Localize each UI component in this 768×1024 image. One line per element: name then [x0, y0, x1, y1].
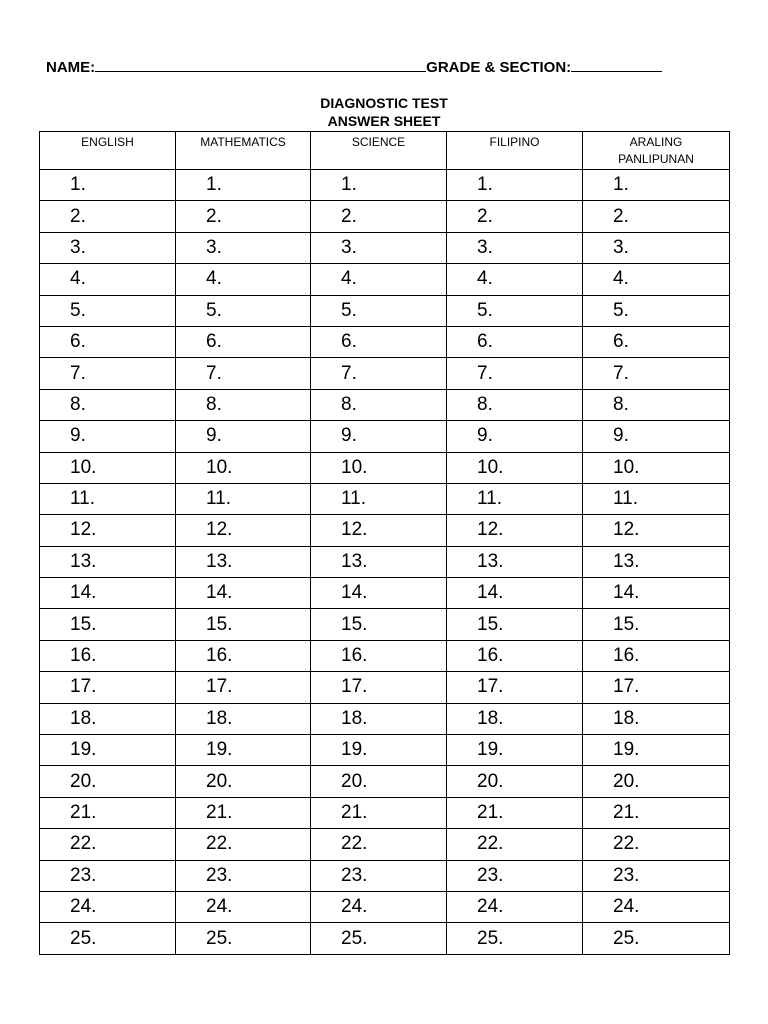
answer-cell-science[interactable]: 18. — [311, 703, 447, 734]
table-row — [40, 923, 730, 954]
answer-cell-english[interactable]: 16. — [40, 640, 176, 671]
answer-cell-english[interactable]: 12. — [40, 515, 176, 546]
answer-cell-science[interactable]: 6. — [311, 326, 447, 357]
table-row — [40, 232, 730, 263]
answer-cell-araling-panlipunan[interactable]: 19. — [583, 735, 730, 766]
answer-cell-araling-panlipunan[interactable]: 18. — [583, 703, 730, 734]
grade-section-field[interactable] — [571, 57, 662, 72]
answer-cell-english[interactable]: 17. — [40, 672, 176, 703]
table-row — [40, 358, 730, 389]
answer-cell-english[interactable]: 13. — [40, 546, 176, 577]
answer-cell-filipino[interactable]: 24. — [447, 891, 583, 922]
answer-cell-science[interactable]: 7. — [311, 358, 447, 389]
answer-cell-science[interactable]: 1. — [311, 170, 447, 201]
column-header-filipino: FILIPINO — [447, 132, 583, 170]
answer-cell-science[interactable]: 24. — [311, 891, 447, 922]
table-row — [40, 609, 730, 640]
answer-cell-mathematics[interactable]: 14. — [176, 578, 311, 609]
answer-cell-science[interactable]: 13. — [311, 546, 447, 577]
answer-cell-mathematics[interactable]: 12. — [176, 515, 311, 546]
answer-cell-araling-panlipunan[interactable]: 17. — [583, 672, 730, 703]
answer-cell-english[interactable]: 22. — [40, 829, 176, 860]
header-row — [40, 132, 730, 170]
answer-cell-science[interactable]: 14. — [311, 578, 447, 609]
answer-cell-araling-panlipunan[interactable]: 6. — [583, 326, 730, 357]
answer-cell-araling-panlipunan[interactable]: 16. — [583, 640, 730, 671]
answer-cell-mathematics[interactable]: 4. — [176, 264, 311, 295]
table-row — [40, 546, 730, 577]
answer-cell-science[interactable]: 3. — [311, 232, 447, 263]
table-row — [40, 201, 730, 232]
answer-cell-araling-panlipunan[interactable]: 10. — [583, 452, 730, 483]
answer-cell-mathematics[interactable]: 16. — [176, 640, 311, 671]
answer-cell-filipino[interactable]: 12. — [447, 515, 583, 546]
answer-table — [39, 131, 730, 955]
answer-cell-araling-panlipunan[interactable]: 9. — [583, 421, 730, 452]
answer-cell-english[interactable]: 19. — [40, 735, 176, 766]
answer-cell-araling-panlipunan[interactable]: 13. — [583, 546, 730, 577]
answer-cell-filipino[interactable]: 25. — [447, 923, 583, 954]
answer-cell-science[interactable]: 22. — [311, 829, 447, 860]
answer-cell-english[interactable]: 2. — [40, 201, 176, 232]
table-row — [40, 735, 730, 766]
answer-cell-english[interactable]: 20. — [40, 766, 176, 797]
table-row — [40, 703, 730, 734]
answer-cell-science[interactable]: 2. — [311, 201, 447, 232]
answer-cell-filipino[interactable]: 22. — [447, 829, 583, 860]
student-info-line — [46, 57, 726, 78]
name-label: NAME: — [46, 59, 96, 76]
answer-cell-filipino[interactable]: 2. — [447, 201, 583, 232]
table-row — [40, 483, 730, 514]
table-row — [40, 640, 730, 671]
answer-cell-filipino[interactable]: 23. — [447, 860, 583, 891]
table-row — [40, 578, 730, 609]
column-header-science: SCIENCE — [311, 132, 447, 170]
column-header-araling-panlipunan: ARALING PANLIPUNAN — [583, 132, 730, 170]
answer-cell-araling-panlipunan[interactable]: 23. — [583, 860, 730, 891]
answer-cell-filipino[interactable]: 4. — [447, 264, 583, 295]
answer-cell-english[interactable]: 25. — [40, 923, 176, 954]
answer-cell-english[interactable]: 14. — [40, 578, 176, 609]
answer-cell-mathematics[interactable]: 6. — [176, 326, 311, 357]
answer-cell-mathematics[interactable]: 20. — [176, 766, 311, 797]
answer-cell-filipino[interactable]: 18. — [447, 703, 583, 734]
answer-cell-science[interactable]: 16. — [311, 640, 447, 671]
answer-cell-filipino[interactable]: 13. — [447, 546, 583, 577]
answer-cell-english[interactable]: 9. — [40, 421, 176, 452]
answer-cell-science[interactable]: 21. — [311, 797, 447, 828]
answer-cell-mathematics[interactable]: 22. — [176, 829, 311, 860]
answer-cell-english[interactable]: 5. — [40, 295, 176, 326]
answer-cell-filipino[interactable]: 20. — [447, 766, 583, 797]
answer-cell-mathematics[interactable]: 17. — [176, 672, 311, 703]
answer-cell-filipino[interactable]: 14. — [447, 578, 583, 609]
answer-cell-mathematics[interactable]: 21. — [176, 797, 311, 828]
table-row — [40, 170, 730, 201]
table-row — [40, 421, 730, 452]
answer-cell-araling-panlipunan[interactable]: 1. — [583, 170, 730, 201]
table-row — [40, 264, 730, 295]
answer-cell-science[interactable]: 11. — [311, 483, 447, 514]
answer-cell-mathematics[interactable]: 13. — [176, 546, 311, 577]
answer-cell-science[interactable]: 19. — [311, 735, 447, 766]
answer-cell-araling-panlipunan[interactable]: 12. — [583, 515, 730, 546]
table-row — [40, 891, 730, 922]
column-header-mathematics: MATHEMATICS — [176, 132, 311, 170]
answer-cell-filipino[interactable]: 11. — [447, 483, 583, 514]
answer-cell-mathematics[interactable]: 1. — [176, 170, 311, 201]
answer-cell-araling-panlipunan[interactable]: 8. — [583, 389, 730, 420]
answer-cell-filipino[interactable]: 9. — [447, 421, 583, 452]
answer-cell-science[interactable]: 4. — [311, 264, 447, 295]
column-header-english: ENGLISH — [40, 132, 176, 170]
answer-cell-mathematics[interactable]: 10. — [176, 452, 311, 483]
answer-cell-english[interactable]: 18. — [40, 703, 176, 734]
answer-cell-filipino[interactable]: 17. — [447, 672, 583, 703]
answer-cell-araling-panlipunan[interactable]: 15. — [583, 609, 730, 640]
answer-cell-mathematics[interactable]: 7. — [176, 358, 311, 389]
answer-cell-mathematics[interactable]: 23. — [176, 860, 311, 891]
answer-cell-filipino[interactable]: 7. — [447, 358, 583, 389]
answer-cell-science[interactable]: 12. — [311, 515, 447, 546]
answer-cell-mathematics[interactable]: 8. — [176, 389, 311, 420]
answer-cell-araling-panlipunan[interactable]: 4. — [583, 264, 730, 295]
answer-cell-english[interactable]: 4. — [40, 264, 176, 295]
answer-cell-english[interactable]: 7. — [40, 358, 176, 389]
answer-cell-filipino[interactable]: 19. — [447, 735, 583, 766]
answer-cell-araling-panlipunan[interactable]: 21. — [583, 797, 730, 828]
answer-cell-araling-panlipunan[interactable]: 2. — [583, 201, 730, 232]
answer-cell-english[interactable]: 15. — [40, 609, 176, 640]
answer-cell-english[interactable]: 24. — [40, 891, 176, 922]
table-row — [40, 766, 730, 797]
answer-cell-araling-panlipunan[interactable]: 14. — [583, 578, 730, 609]
answer-cell-mathematics[interactable]: 25. — [176, 923, 311, 954]
table-row — [40, 860, 730, 891]
answer-cell-filipino[interactable]: 10. — [447, 452, 583, 483]
answer-cell-filipino[interactable]: 15. — [447, 609, 583, 640]
answer-cell-mathematics[interactable]: 2. — [176, 201, 311, 232]
answer-cell-science[interactable]: 25. — [311, 923, 447, 954]
name-field[interactable] — [95, 57, 426, 72]
table-row — [40, 515, 730, 546]
answer-cell-science[interactable]: 17. — [311, 672, 447, 703]
answer-cell-araling-panlipunan[interactable]: 25. — [583, 923, 730, 954]
answer-cell-science[interactable]: 20. — [311, 766, 447, 797]
table-row — [40, 326, 730, 357]
answer-cell-filipino[interactable]: 6. — [447, 326, 583, 357]
table-row — [40, 389, 730, 420]
answer-cell-mathematics[interactable]: 3. — [176, 232, 311, 263]
answer-cell-mathematics[interactable]: 15. — [176, 609, 311, 640]
answer-cell-mathematics[interactable]: 18. — [176, 703, 311, 734]
answer-cell-mathematics[interactable]: 24. — [176, 891, 311, 922]
answer-cell-english[interactable]: 23. — [40, 860, 176, 891]
answer-cell-araling-panlipunan[interactable]: 3. — [583, 232, 730, 263]
answer-cell-english[interactable]: 8. — [40, 389, 176, 420]
answer-cell-filipino[interactable]: 16. — [447, 640, 583, 671]
answer-cell-english[interactable]: 10. — [40, 452, 176, 483]
answer-cell-mathematics[interactable]: 5. — [176, 295, 311, 326]
table-row — [40, 672, 730, 703]
answer-cell-filipino[interactable]: 5. — [447, 295, 583, 326]
table-row — [40, 797, 730, 828]
answer-cell-english[interactable]: 11. — [40, 483, 176, 514]
answer-cell-araling-panlipunan[interactable]: 24. — [583, 891, 730, 922]
answer-cell-mathematics[interactable]: 19. — [176, 735, 311, 766]
table-row — [40, 452, 730, 483]
answer-cell-araling-panlipunan[interactable]: 11. — [583, 483, 730, 514]
answer-cell-science[interactable]: 5. — [311, 295, 447, 326]
answer-cell-science[interactable]: 15. — [311, 609, 447, 640]
answer-cell-science[interactable]: 8. — [311, 389, 447, 420]
test-subtitle: ANSWER SHEET — [327, 113, 441, 129]
grade-section-label: GRADE & SECTION: — [426, 59, 572, 76]
test-title: DIAGNOSTIC TEST — [320, 95, 448, 111]
answer-cell-filipino[interactable]: 1. — [447, 170, 583, 201]
answer-cell-english[interactable]: 6. — [40, 326, 176, 357]
answer-cell-english[interactable]: 21. — [40, 797, 176, 828]
answer-cell-mathematics[interactable]: 9. — [176, 421, 311, 452]
table-row — [40, 295, 730, 326]
answer-cell-mathematics[interactable]: 11. — [176, 483, 311, 514]
answer-cell-english[interactable]: 1. — [40, 170, 176, 201]
table-row — [40, 829, 730, 860]
answer-cell-araling-panlipunan[interactable]: 7. — [583, 358, 730, 389]
answer-cell-araling-panlipunan[interactable]: 5. — [583, 295, 730, 326]
answer-cell-science[interactable]: 10. — [311, 452, 447, 483]
answer-cell-english[interactable]: 3. — [40, 232, 176, 263]
answer-cell-science[interactable]: 9. — [311, 421, 447, 452]
answer-cell-filipino[interactable]: 8. — [447, 389, 583, 420]
answer-cell-science[interactable]: 23. — [311, 860, 447, 891]
answer-cell-filipino[interactable]: 3. — [447, 232, 583, 263]
answer-cell-filipino[interactable]: 21. — [447, 797, 583, 828]
answer-cell-araling-panlipunan[interactable]: 22. — [583, 829, 730, 860]
answer-cell-araling-panlipunan[interactable]: 20. — [583, 766, 730, 797]
